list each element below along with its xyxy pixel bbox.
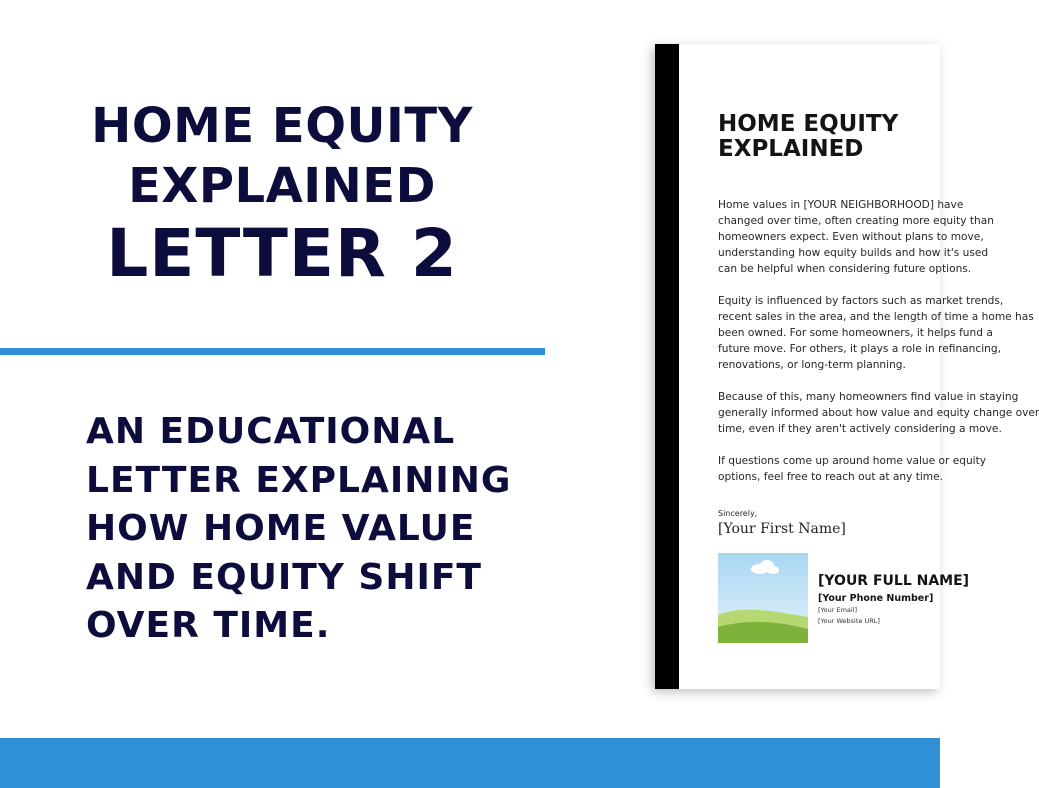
promo-subtitle	[86, 408, 526, 651]
letter-text-line: If questions come up around home value or equity	[718, 455, 987, 467]
landscape-photo-icon	[718, 553, 808, 643]
letter-title	[718, 112, 958, 162]
promo-title-line-1: HOME EQUITY	[91, 98, 473, 154]
letter-paragraph-3	[718, 389, 1039, 437]
letter-body	[718, 111, 1039, 538]
letter-text-line: can be helpful when considering future options.	[718, 263, 972, 275]
letter-text-line: homeowners expect. Even without plans to move,	[718, 231, 984, 243]
promo-subtitle-line-4: AND EQUITY SHIFT	[86, 556, 482, 598]
contact-block	[818, 573, 969, 627]
promo-subtitle-line-1: AN EDUCATIONAL	[86, 411, 456, 452]
promo-subtitle-line-2: LETTER EXPLAINING	[86, 459, 512, 501]
letter-text-line: renovations, or long-term planning.	[718, 359, 906, 371]
letter-text-line: understanding how equity builds and how it's used	[718, 247, 989, 259]
promo-subtitle-line-5: OVER TIME.	[86, 605, 331, 646]
letter-text-line: Equity is influenced by factors such as market trends,	[718, 295, 1004, 307]
letter-text-line: Home values in [YOUR NEIGHBORHOOD] have	[718, 199, 964, 211]
letter-preview	[655, 44, 1039, 689]
bottom-accent-bar	[0, 738, 940, 788]
promo-title	[62, 96, 502, 292]
letter-paragraph-2	[718, 293, 1034, 373]
letter-text-line: Because of this, many homeowners find value in staying	[718, 391, 1019, 403]
letter-text-line: generally informed about how value and equity change over	[718, 407, 1039, 419]
letter-text-line: options, feel free to reach out at any time.	[718, 471, 943, 483]
letter-text-line: been owned. For some homeowners, it helps fund a	[718, 327, 993, 339]
contact-website: [Your Website URL]	[818, 617, 880, 625]
contact-email: [Your Email]	[818, 606, 858, 614]
letter-paragraph-4	[718, 453, 987, 485]
letter-title-line-1: HOME EQUITY	[718, 111, 899, 137]
promo-subtitle-line-3: HOW HOME VALUE	[86, 508, 476, 549]
letter-side-stripe	[655, 44, 679, 689]
letter-text-line: future move. For others, it plays a role in refinancing,	[718, 343, 1001, 355]
letter-paragraph-1	[718, 197, 994, 277]
letter-text-line: changed over time, often creating more equity than	[718, 215, 994, 227]
promo-divider	[0, 348, 545, 355]
promo-title-line-2: EXPLAINED	[128, 158, 436, 214]
promo-title-line-3: LETTER 2	[106, 215, 458, 292]
letter-signature: [Your First Name]	[718, 521, 846, 537]
contact-full-name: [YOUR FULL NAME]	[818, 573, 970, 589]
letter-title-line-2: EXPLAINED	[718, 136, 864, 162]
letter-signoff: Sincerely,	[718, 509, 758, 518]
letter-text-line: recent sales in the area, and the length of time a home has	[718, 311, 1034, 323]
letter-text-line: time, even if they aren't actively considering a move.	[718, 423, 1002, 435]
contact-phone: [Your Phone Number]	[818, 593, 934, 604]
